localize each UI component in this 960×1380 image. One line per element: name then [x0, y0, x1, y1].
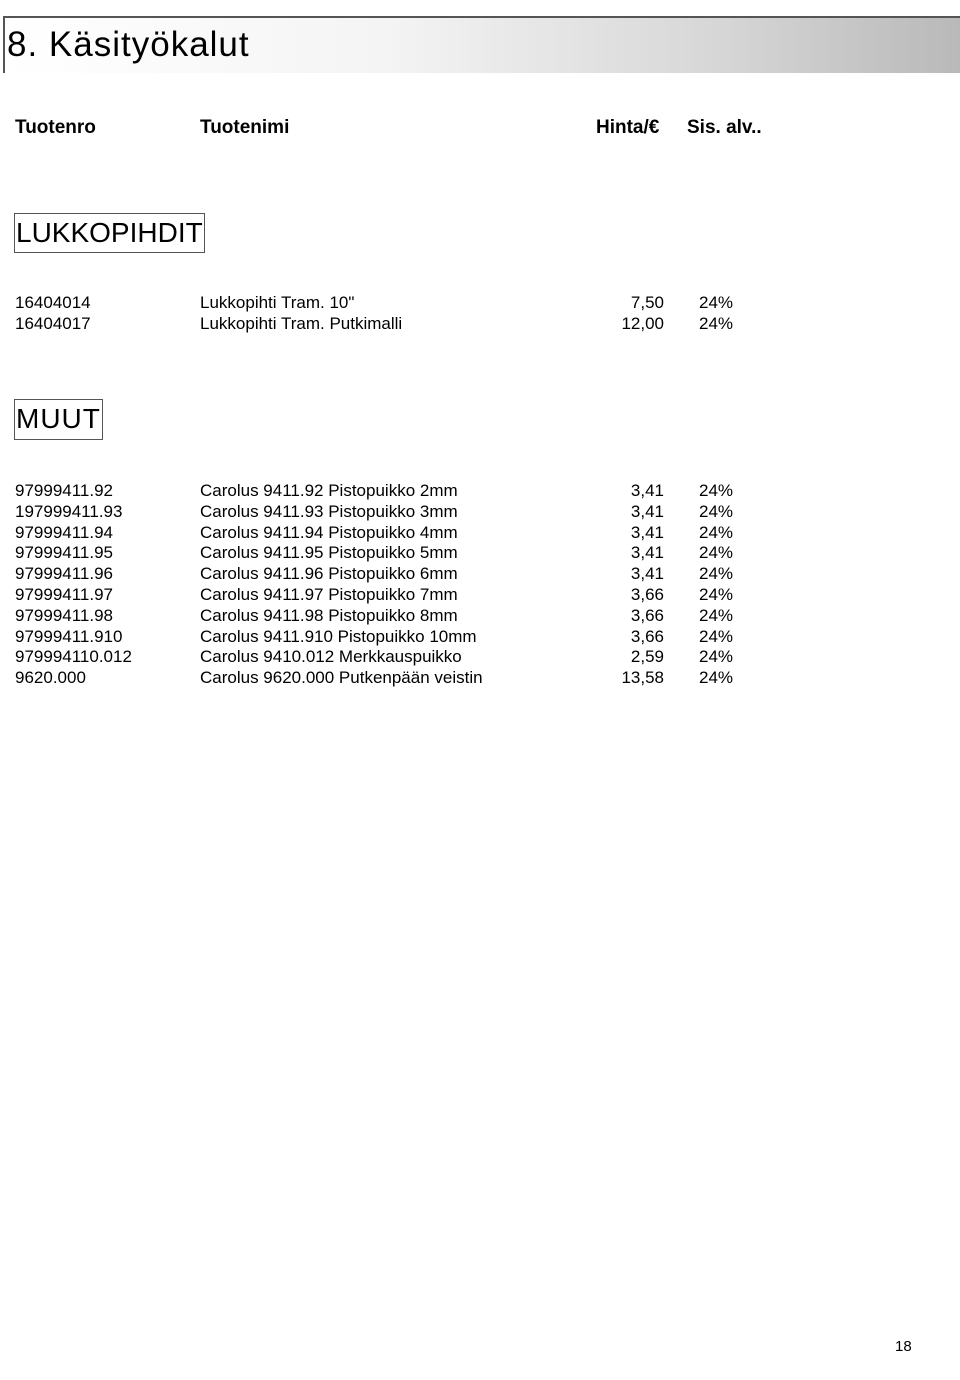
product-price: 7,50 — [630, 293, 664, 312]
product-code: 16404014 — [15, 293, 91, 312]
product-vat: 24% — [699, 543, 734, 563]
product-name: Carolus 9411.95 Pistopuikko 5mm — [200, 543, 458, 563]
table-row — [0, 293, 960, 314]
product-vat: 24% — [699, 584, 734, 604]
product-list-muut — [0, 481, 960, 689]
product-name: Carolus 9411.96 Pistopuikko 6mm — [200, 564, 458, 584]
product-code: 97999411.910 — [15, 626, 123, 646]
product-name: Carolus 9411.93 Pistopuikko 3mm — [200, 501, 458, 521]
table-row — [0, 523, 960, 544]
product-code: 97999411.95 — [15, 543, 114, 563]
table-row — [0, 502, 960, 523]
title-bar — [3, 16, 960, 73]
product-name: Carolus 9410.012 Merkkauspuikko — [200, 647, 462, 667]
product-vat: 24% — [699, 605, 734, 625]
table-row — [0, 564, 960, 585]
column-header-code: Tuotenro — [15, 117, 96, 138]
product-price: 3,66 — [630, 626, 664, 646]
product-code: 16404017 — [15, 313, 91, 333]
product-price: 3,66 — [630, 605, 664, 625]
product-price: 12,00 — [621, 313, 664, 333]
product-name: Carolus 9620.000 Putkenpään veistin — [200, 668, 483, 688]
product-price: 3,41 — [630, 522, 664, 542]
product-name: Carolus 9411.910 Pistopuikko 10mm — [200, 626, 477, 646]
product-vat: 24% — [699, 501, 734, 521]
product-vat: 24% — [699, 313, 734, 333]
product-name: Lukkopihti Tram. Putkimalli — [200, 313, 403, 333]
product-code: 97999411.92 — [15, 481, 114, 500]
table-row — [0, 647, 960, 668]
product-price: 2,59 — [630, 647, 664, 667]
section-title-muut: MUUT — [14, 399, 103, 440]
column-header-name: Tuotenimi — [200, 117, 290, 138]
product-code: 97999411.96 — [15, 564, 114, 584]
product-code: 9620.000 — [15, 668, 86, 688]
product-vat: 24% — [699, 481, 734, 500]
product-price: 13,58 — [621, 668, 664, 688]
table-row — [0, 606, 960, 627]
table-row — [0, 585, 960, 606]
product-code: 979994110.012 — [15, 647, 132, 667]
product-price: 3,41 — [630, 564, 664, 584]
product-name: Carolus 9411.94 Pistopuikko 4mm — [200, 522, 458, 542]
product-name: Lukkopihti Tram. 10" — [200, 293, 355, 312]
product-vat: 24% — [699, 626, 734, 646]
product-code: 197999411.93 — [15, 501, 123, 521]
product-price: 3,66 — [630, 584, 664, 604]
product-vat: 24% — [699, 293, 734, 312]
column-header-vat: Sis. alv.. — [687, 117, 762, 138]
product-code: 97999411.94 — [15, 522, 114, 542]
table-row — [0, 668, 960, 689]
product-price: 3,41 — [630, 543, 664, 563]
product-vat: 24% — [699, 668, 734, 688]
product-name: Carolus 9411.92 Pistopuikko 2mm — [200, 481, 458, 500]
product-vat: 24% — [699, 522, 734, 542]
product-list-lukkopihdit — [0, 293, 960, 335]
product-vat: 24% — [699, 647, 734, 667]
product-price: 3,41 — [630, 481, 664, 500]
table-row — [0, 543, 960, 564]
product-price: 3,41 — [630, 501, 664, 521]
product-name: Carolus 9411.98 Pistopuikko 8mm — [200, 605, 458, 625]
column-header-price: Hinta/€ — [596, 117, 660, 138]
product-code: 97999411.97 — [15, 584, 114, 604]
product-name: Carolus 9411.97 Pistopuikko 7mm — [200, 584, 458, 604]
table-row — [0, 481, 960, 502]
product-code: 97999411.98 — [15, 605, 114, 625]
product-vat: 24% — [699, 564, 734, 584]
table-row — [0, 627, 960, 648]
page-title: 8. Käsityökalut — [7, 25, 250, 64]
table-row — [0, 314, 960, 335]
section-title-lukkopihdit: LUKKOPIHDIT — [14, 213, 205, 253]
page-number: 18 — [895, 1338, 912, 1355]
